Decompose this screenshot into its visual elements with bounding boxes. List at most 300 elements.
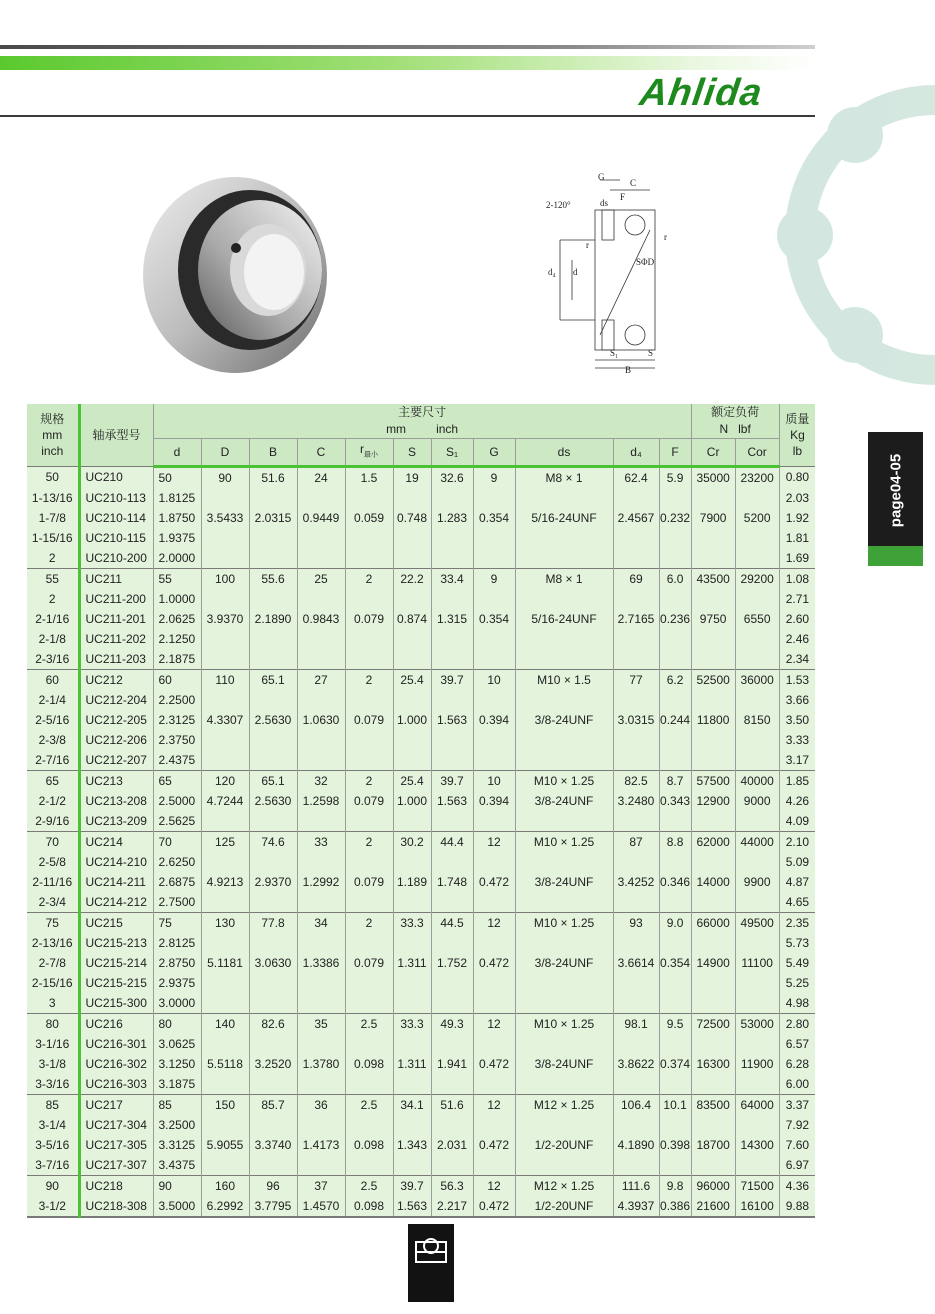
table-cell: 14900 xyxy=(691,953,735,973)
table-cell: 2.5630 xyxy=(249,791,297,811)
table-cell: 2.34 xyxy=(779,649,815,670)
table-cell: 6550 xyxy=(735,609,779,629)
table-cell: 9.8 xyxy=(659,1176,691,1197)
table-cell xyxy=(201,649,249,670)
table-cell: 75 xyxy=(27,913,79,934)
bearing-section-diagram xyxy=(540,170,680,375)
table-cell xyxy=(691,892,735,913)
table-cell xyxy=(691,649,735,670)
table-cell xyxy=(613,528,659,548)
rated-load-label: 额定负荷 xyxy=(711,405,760,419)
table-cell xyxy=(249,993,297,1014)
table-cell xyxy=(659,690,691,710)
table-cell: 0.9843 xyxy=(297,609,345,629)
table-cell xyxy=(297,690,345,710)
table-cell xyxy=(691,852,735,872)
table-cell: 60 xyxy=(27,670,79,691)
table-cell xyxy=(345,852,393,872)
table-cell: 3.3740 xyxy=(249,1135,297,1155)
table-cell xyxy=(613,1034,659,1054)
table-cell xyxy=(613,1155,659,1176)
table-cell xyxy=(393,973,431,993)
table-cell xyxy=(473,1115,515,1135)
table-cell xyxy=(201,589,249,609)
table-cell xyxy=(297,852,345,872)
table-cell: 57500 xyxy=(691,771,735,792)
table-cell: 40000 xyxy=(735,771,779,792)
table-cell: 50 xyxy=(27,467,79,489)
table-cell xyxy=(297,730,345,750)
table-cell: 82.5 xyxy=(613,771,659,792)
table-cell xyxy=(735,1155,779,1176)
table-cell: 1.189 xyxy=(393,872,431,892)
table-cell: M8 × 1 xyxy=(515,467,613,489)
table-cell xyxy=(297,1155,345,1176)
table-cell xyxy=(735,649,779,670)
page-tab xyxy=(868,432,923,566)
table-cell xyxy=(659,811,691,832)
table-cell: M8 × 1 xyxy=(515,569,613,590)
table-cell: 9.5 xyxy=(659,1014,691,1035)
table-cell: 50 xyxy=(153,467,201,489)
table-cell xyxy=(431,1115,473,1135)
table-row xyxy=(27,467,815,489)
table-cell: 1.92 xyxy=(779,508,815,528)
table-cell: 2.03 xyxy=(779,488,815,508)
table-cell xyxy=(515,852,613,872)
table-cell xyxy=(201,1115,249,1135)
table-cell xyxy=(345,528,393,548)
table-cell xyxy=(201,488,249,508)
table-cell xyxy=(297,892,345,913)
table-cell: 70 xyxy=(153,832,201,853)
table-cell: 1.3780 xyxy=(297,1054,345,1074)
table-cell xyxy=(345,649,393,670)
table-cell xyxy=(345,548,393,569)
table-cell xyxy=(613,1115,659,1135)
table-cell: 0.354 xyxy=(473,609,515,629)
main-dims-label: 主要尺寸 xyxy=(398,405,447,419)
table-cell: 5.9 xyxy=(659,467,691,489)
diagram-label-d: d xyxy=(573,267,578,277)
table-cell: 2.71 xyxy=(779,589,815,609)
table-cell xyxy=(345,730,393,750)
table-cell: 9750 xyxy=(691,609,735,629)
table-cell xyxy=(431,993,473,1014)
table-cell: 5.25 xyxy=(779,973,815,993)
table-cell: 3.66 xyxy=(779,690,815,710)
table-cell xyxy=(249,933,297,953)
table-cell xyxy=(659,730,691,750)
table-cell: 2.6875 xyxy=(153,872,201,892)
table-cell: 125 xyxy=(201,832,249,853)
table-cell: 23200 xyxy=(735,467,779,489)
table-cell xyxy=(613,750,659,771)
table-cell: 2-1/16 xyxy=(27,609,79,629)
table-cell: 2-5/8 xyxy=(27,852,79,872)
table-cell xyxy=(249,852,297,872)
table-cell xyxy=(393,852,431,872)
table-cell: 49500 xyxy=(735,913,779,934)
table-cell: 2.10 xyxy=(779,832,815,853)
table-cell: 1.85 xyxy=(779,771,815,792)
table-cell: M10 × 1.25 xyxy=(515,1014,613,1035)
table-cell xyxy=(393,811,431,832)
table-cell xyxy=(515,933,613,953)
table-row xyxy=(27,589,815,609)
diagram-label-S: S xyxy=(648,348,654,358)
table-cell: UC215-213 xyxy=(79,933,153,953)
table-cell: 0.472 xyxy=(473,872,515,892)
table-cell xyxy=(393,933,431,953)
table-cell: 0.079 xyxy=(345,609,393,629)
table-cell xyxy=(691,1034,735,1054)
table-cell xyxy=(393,690,431,710)
table-cell: M12 × 1.25 xyxy=(515,1176,613,1197)
table-cell: 6.97 xyxy=(779,1155,815,1176)
table-cell: UC215-214 xyxy=(79,953,153,973)
table-cell: 2.5 xyxy=(345,1176,393,1197)
table-row xyxy=(27,1074,815,1095)
table-cell xyxy=(393,1074,431,1095)
table-cell: 1.752 xyxy=(431,953,473,973)
table-cell xyxy=(659,649,691,670)
rated-load-header xyxy=(691,404,779,439)
table-cell: 1.8750 xyxy=(153,508,201,528)
page-tab-accent xyxy=(868,546,923,566)
table-cell: 2.8125 xyxy=(153,933,201,953)
table-cell xyxy=(735,488,779,508)
table-cell xyxy=(431,892,473,913)
table-cell xyxy=(515,629,613,649)
table-row xyxy=(27,1196,815,1217)
table-cell: UC217-305 xyxy=(79,1135,153,1155)
table-cell: 2.8750 xyxy=(153,953,201,973)
table-cell: 1.941 xyxy=(431,1054,473,1074)
spec-mm-label: mm xyxy=(42,428,63,443)
table-cell: 1.4173 xyxy=(297,1135,345,1155)
table-cell xyxy=(431,629,473,649)
table-row xyxy=(27,973,815,993)
table-cell xyxy=(201,993,249,1014)
table-cell xyxy=(297,528,345,548)
table-cell xyxy=(201,892,249,913)
table-cell: 6.57 xyxy=(779,1034,815,1054)
table-cell xyxy=(473,589,515,609)
table-cell: 5/16-24UNF xyxy=(515,609,613,629)
table-cell: UC212-207 xyxy=(79,750,153,771)
table-cell xyxy=(473,528,515,548)
table-cell xyxy=(659,488,691,508)
table-cell: 9900 xyxy=(735,872,779,892)
table-cell xyxy=(691,690,735,710)
table-cell: 33.3 xyxy=(393,913,431,934)
table-row xyxy=(27,629,815,649)
table-cell: 1.08 xyxy=(779,569,815,590)
table-cell: 9 xyxy=(473,569,515,590)
table-cell xyxy=(735,1034,779,1054)
table-cell xyxy=(249,1115,297,1135)
table-cell xyxy=(201,629,249,649)
table-cell: 0.9449 xyxy=(297,508,345,528)
table-cell: 80 xyxy=(27,1014,79,1035)
table-cell xyxy=(249,589,297,609)
table-cell xyxy=(473,973,515,993)
table-cell xyxy=(515,1074,613,1095)
table-cell: M10 × 1.25 xyxy=(515,771,613,792)
table-cell: UC211-201 xyxy=(79,609,153,629)
table-cell xyxy=(735,548,779,569)
table-cell: 1.9375 xyxy=(153,528,201,548)
mass-kg-label: Kg xyxy=(790,428,805,443)
table-cell xyxy=(473,933,515,953)
table-cell xyxy=(659,1155,691,1176)
table-cell: 25 xyxy=(297,569,345,590)
table-cell: 6.28 xyxy=(779,1054,815,1074)
table-cell: 3.37 xyxy=(779,1095,815,1116)
col-header: G xyxy=(473,439,515,467)
table-cell: 36000 xyxy=(735,670,779,691)
table-cell xyxy=(735,1115,779,1135)
table-cell xyxy=(659,1074,691,1095)
table-cell xyxy=(393,528,431,548)
table-cell: 2.217 xyxy=(431,1196,473,1217)
table-cell: 0.472 xyxy=(473,1054,515,1074)
table-cell: 130 xyxy=(201,913,249,934)
table-cell: UC210-200 xyxy=(79,548,153,569)
table-cell xyxy=(613,933,659,953)
table-cell xyxy=(515,811,613,832)
table-cell: 5200 xyxy=(735,508,779,528)
table-cell: 1.3386 xyxy=(297,953,345,973)
table-cell xyxy=(201,750,249,771)
table-cell xyxy=(473,629,515,649)
table-cell: M10 × 1.25 xyxy=(515,832,613,853)
col-header xyxy=(345,439,393,467)
table-cell xyxy=(249,548,297,569)
rated-load-units: N lbf xyxy=(719,422,751,436)
table-cell: 12 xyxy=(473,1176,515,1197)
table-cell: 9.0 xyxy=(659,913,691,934)
table-cell xyxy=(297,811,345,832)
table-cell xyxy=(201,548,249,569)
table-cell: 1.343 xyxy=(393,1135,431,1155)
table-cell: UC211-200 xyxy=(79,589,153,609)
table-cell xyxy=(297,629,345,649)
table-cell xyxy=(249,690,297,710)
table-cell xyxy=(473,548,515,569)
table-row xyxy=(27,1014,815,1035)
table-cell: 2.5 xyxy=(345,1095,393,1116)
table-cell: 44000 xyxy=(735,832,779,853)
table-cell xyxy=(431,973,473,993)
table-cell xyxy=(431,1074,473,1095)
table-cell: 3/8-24UNF xyxy=(515,791,613,811)
col-header: d xyxy=(153,439,201,467)
diagram-label-r1: r xyxy=(586,240,589,250)
table-cell: UC210 xyxy=(79,467,153,489)
table-cell: 39.7 xyxy=(393,1176,431,1197)
table-cell: 0.874 xyxy=(393,609,431,629)
table-cell xyxy=(515,488,613,508)
table-cell: 3.9370 xyxy=(201,609,249,629)
table-cell: 69 xyxy=(613,569,659,590)
table-cell: UC211 xyxy=(79,569,153,590)
table-cell: 34 xyxy=(297,913,345,934)
table-cell: UC212 xyxy=(79,670,153,691)
table-cell: 37 xyxy=(297,1176,345,1197)
table-cell: 5.1181 xyxy=(201,953,249,973)
table-cell: 2-13/16 xyxy=(27,933,79,953)
table-cell xyxy=(249,649,297,670)
table-cell: 1.000 xyxy=(393,791,431,811)
table-cell xyxy=(659,629,691,649)
table-cell xyxy=(735,933,779,953)
table-cell: 34.1 xyxy=(393,1095,431,1116)
table-cell: 5.09 xyxy=(779,852,815,872)
table-cell xyxy=(345,1155,393,1176)
table-cell xyxy=(431,1034,473,1054)
table-cell: 2.2500 xyxy=(153,690,201,710)
table-cell: 2.46 xyxy=(779,629,815,649)
table-cell: UC211-203 xyxy=(79,649,153,670)
table-cell: 85 xyxy=(27,1095,79,1116)
table-cell: 2.9375 xyxy=(153,973,201,993)
diagram-label-d4: d₄ xyxy=(548,267,556,277)
table-row xyxy=(27,1115,815,1135)
table-cell: 44.5 xyxy=(431,913,473,934)
col-header-r-sub: 最小 xyxy=(364,451,378,459)
table-cell: 0.079 xyxy=(345,872,393,892)
table-cell: 1.8125 xyxy=(153,488,201,508)
table-cell xyxy=(201,811,249,832)
table-row xyxy=(27,832,815,853)
table-cell: UC218 xyxy=(79,1176,153,1197)
mass-lb-label: lb xyxy=(792,444,803,459)
table-cell: UC215 xyxy=(79,913,153,934)
spec-inch-label: inch xyxy=(41,444,64,459)
table-cell: 14300 xyxy=(735,1135,779,1155)
table-cell: 1-7/8 xyxy=(27,508,79,528)
table-cell xyxy=(613,892,659,913)
spec-label: 规格 xyxy=(40,412,65,427)
table-cell: 120 xyxy=(201,771,249,792)
table-row xyxy=(27,852,815,872)
table-cell xyxy=(659,750,691,771)
table-cell xyxy=(691,750,735,771)
table-cell: 0.098 xyxy=(345,1196,393,1217)
table-row xyxy=(27,690,815,710)
table-cell: 0.232 xyxy=(659,508,691,528)
table-cell: 9000 xyxy=(735,791,779,811)
table-cell: UC217-304 xyxy=(79,1115,153,1135)
col-header: S₁ xyxy=(431,439,473,467)
table-cell xyxy=(201,690,249,710)
table-cell: 2-3/4 xyxy=(27,892,79,913)
table-cell: 3.8622 xyxy=(613,1054,659,1074)
header-rule-dark xyxy=(0,45,815,49)
table-cell: 43500 xyxy=(691,569,735,590)
table-cell: 1.5 xyxy=(345,467,393,489)
table-cell: 9.88 xyxy=(779,1196,815,1217)
main-dims-units xyxy=(154,421,691,438)
table-cell: 1.81 xyxy=(779,528,815,548)
table-cell xyxy=(613,811,659,832)
table-cell xyxy=(659,933,691,953)
table-row xyxy=(27,1155,815,1176)
table-cell: UC211-202 xyxy=(79,629,153,649)
table-cell xyxy=(515,973,613,993)
table-cell: 16300 xyxy=(691,1054,735,1074)
table-cell xyxy=(297,589,345,609)
table-cell: 7.92 xyxy=(779,1115,815,1135)
table-cell xyxy=(735,750,779,771)
table-cell xyxy=(431,548,473,569)
table-cell xyxy=(613,1074,659,1095)
table-cell: 25.4 xyxy=(393,771,431,792)
table-cell: UC210-114 xyxy=(79,508,153,528)
table-row xyxy=(27,569,815,590)
table-cell: 33 xyxy=(297,832,345,853)
table-cell xyxy=(691,629,735,649)
table-cell xyxy=(345,1115,393,1135)
table-cell: 2.35 xyxy=(779,913,815,934)
table-cell: 2 xyxy=(345,832,393,853)
table-cell: 65.1 xyxy=(249,670,297,691)
table-cell: 4.65 xyxy=(779,892,815,913)
table-cell: 0.398 xyxy=(659,1135,691,1155)
table-cell: 0.098 xyxy=(345,1054,393,1074)
table-cell xyxy=(393,589,431,609)
table-cell: 55 xyxy=(153,569,201,590)
table-cell xyxy=(431,690,473,710)
table-row xyxy=(27,933,815,953)
table-cell: 77.8 xyxy=(249,913,297,934)
table-cell: 3-5/16 xyxy=(27,1135,79,1155)
table-cell: 0.354 xyxy=(659,953,691,973)
table-cell: 6.2992 xyxy=(201,1196,249,1217)
table-cell xyxy=(431,750,473,771)
table-cell: 1.69 xyxy=(779,548,815,569)
table-cell xyxy=(393,993,431,1014)
table-cell xyxy=(473,1155,515,1176)
table-cell: 65 xyxy=(27,771,79,792)
table-cell: UC217-307 xyxy=(79,1155,153,1176)
table-cell: 32 xyxy=(297,771,345,792)
table-cell: 2-7/16 xyxy=(27,750,79,771)
table-cell: 0.394 xyxy=(473,791,515,811)
table-cell: UC214-211 xyxy=(79,872,153,892)
table-cell: 1.2598 xyxy=(297,791,345,811)
table-cell: UC216-303 xyxy=(79,1074,153,1095)
table-cell xyxy=(691,933,735,953)
table-cell: 0.354 xyxy=(473,508,515,528)
table-cell: 5.5118 xyxy=(201,1054,249,1074)
table-cell: 12 xyxy=(473,913,515,934)
table-cell: 0.343 xyxy=(659,791,691,811)
table-cell: 2 xyxy=(345,670,393,691)
table-cell: 8150 xyxy=(735,710,779,730)
col-bearing-no: 轴承型号 xyxy=(79,404,153,467)
table-cell: 7900 xyxy=(691,508,735,528)
table-row xyxy=(27,811,815,832)
table-row xyxy=(27,508,815,528)
table-cell: 2.0315 xyxy=(249,508,297,528)
table-cell xyxy=(249,892,297,913)
table-cell xyxy=(613,973,659,993)
table-cell xyxy=(515,750,613,771)
table-cell: 0.079 xyxy=(345,791,393,811)
